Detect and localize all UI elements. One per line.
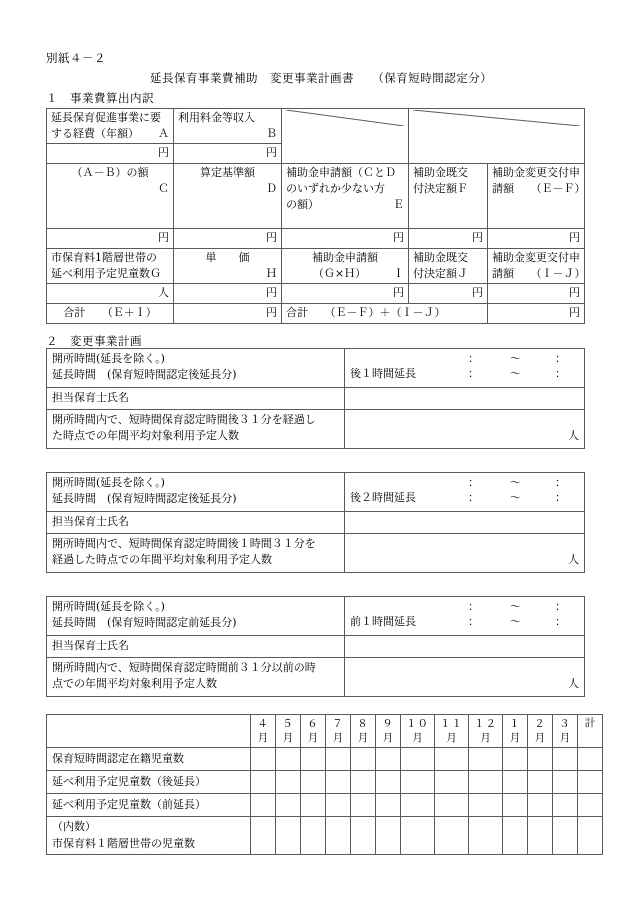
cell-unit-d[interactable]: 円 <box>174 229 282 249</box>
open-colon-start-1: ： <box>468 352 479 365</box>
avg-count-line2-1: た時点での年間平均対象利用予定人数 <box>52 428 239 442</box>
cell-after-4[interactable] <box>251 771 276 794</box>
cell-granted-j-label[interactable] <box>409 249 488 284</box>
ext-colon-start-2: ： <box>468 491 479 504</box>
cell-after-9[interactable] <box>376 771 401 794</box>
cell-after-5[interactable] <box>276 771 301 794</box>
section-2-label: ２ 変更事業計画 <box>46 334 142 348</box>
month-header-8 <box>351 715 376 748</box>
row-label-tier1-households <box>47 817 251 855</box>
avg-count-line1-3: 開所時間内で、短時間保育認定時間前３１分以前の時 <box>52 661 316 674</box>
cell-before-8[interactable] <box>351 794 376 817</box>
month-number-2: ２ <box>534 718 546 730</box>
avg-count-unit-3: 人 <box>568 676 579 690</box>
extension-plan-table-3 <box>46 596 585 697</box>
standard-amount-text: 算定基準額 <box>200 166 255 179</box>
row-label-after-extension: 延べ利用予定児童数（後延長） <box>47 771 251 794</box>
cell-unit-i[interactable]: 円 <box>282 284 409 304</box>
cell-tier1-7[interactable] <box>326 817 351 855</box>
open-hours-label-3: 開所時間(延長を除く。) <box>52 600 165 613</box>
cell-unit-j[interactable]: 円 <box>409 284 488 304</box>
cell-tier1-total[interactable] <box>578 817 603 855</box>
ext-colon-start-1: ： <box>468 367 479 380</box>
amount-c-text: （Ａ－Ｂ）の額 <box>71 166 149 179</box>
cell-enrolled-9[interactable] <box>376 748 401 771</box>
extension-kind-3: 前１時間延長 <box>350 615 416 628</box>
cell-expense-label[interactable] <box>47 109 174 144</box>
change-ef-line1: 補助金変更交付申 <box>492 166 580 179</box>
children-g-line1: 市保育料1階層世帯の <box>51 251 157 264</box>
cell-staff-value-1[interactable] <box>345 388 585 410</box>
table-row <box>47 284 585 304</box>
month-table-corner <box>47 715 251 748</box>
table-row <box>47 388 585 410</box>
cell-before-9[interactable] <box>376 794 401 817</box>
cell-amount-c-label[interactable] <box>47 164 174 229</box>
table-row <box>47 109 585 144</box>
cell-income-unit[interactable]: 円 <box>174 144 282 164</box>
cell-enrolled-2[interactable] <box>528 748 553 771</box>
cell-unit-ij[interactable]: 円 <box>488 284 585 304</box>
month-suffix-7: 月 <box>332 732 344 745</box>
avg-count-line2-3: 点での年間平均対象利用予定人数 <box>52 676 217 690</box>
open-hours-time-row-2 <box>350 475 579 490</box>
cell-tier1-11[interactable] <box>435 817 469 855</box>
cell-before-10[interactable] <box>401 794 435 817</box>
month-number-9: ９ <box>382 718 394 730</box>
month-header-4 <box>251 715 276 748</box>
cell-subsidy-request-i-label[interactable] <box>282 249 409 284</box>
cell-tier1-6[interactable] <box>301 817 326 855</box>
cell-staff-value-3[interactable] <box>345 636 585 658</box>
cell-before-total[interactable] <box>578 794 603 817</box>
avg-count-line1-2: 開所時間内で、短時間保育認定時間後１時間３１分を <box>52 537 316 550</box>
open-colon-end-3: ： <box>555 600 566 613</box>
extension-time-row-3 <box>350 614 579 629</box>
cell-change-request-ef-label[interactable] <box>488 164 585 229</box>
extension-kind-1: 後１時間延長 <box>350 367 416 380</box>
cell-hours-labels-1 <box>47 349 345 388</box>
subsidy-e-line3 <box>286 197 404 213</box>
table-row <box>47 658 585 697</box>
extension-time-row-1 <box>350 366 579 381</box>
cell-income-label[interactable] <box>174 109 282 144</box>
subsidy-i-symbol: Ｉ <box>393 266 404 280</box>
granted-j-line2: 付決定額Ｊ <box>413 266 468 280</box>
open-hours-label-2: 開所時間(延長を除く。) <box>52 476 165 489</box>
month-number-11: １１ <box>440 718 463 730</box>
cell-before-4[interactable] <box>251 794 276 817</box>
subsidy-i-line2 <box>286 266 404 282</box>
extension-hours-label-2: 延長時間 (保育短時間認定後延長分) <box>52 491 237 505</box>
cell-after-12[interactable] <box>469 771 503 794</box>
month-suffix-12: 月 <box>480 732 491 745</box>
expense-label-text: する経費（年額） <box>51 126 139 140</box>
cell-avg-count-label-3 <box>47 658 345 697</box>
table-header-row <box>47 715 603 748</box>
avg-count-unit-1: 人 <box>568 428 579 442</box>
ext-colon-end-1: ： <box>555 367 566 380</box>
open-tilde-2: ～ <box>510 476 521 489</box>
cell-avg-count-value-3[interactable] <box>345 658 585 697</box>
cell-unit-price-h-label[interactable] <box>174 249 282 284</box>
month-suffix-5: 月 <box>282 732 294 745</box>
cell-before-1[interactable] <box>503 794 528 817</box>
cell-unit-g[interactable]: 人 <box>47 284 174 304</box>
ext-tilde-3: ～ <box>510 615 521 628</box>
avg-count-line1-1: 開所時間内で、短時間保育認定時間後３１分を経過し <box>52 413 316 426</box>
table-row <box>47 512 585 534</box>
cell-after-6[interactable] <box>301 771 326 794</box>
cell-avg-count-label-2 <box>47 534 345 573</box>
cell-avg-count-value-1[interactable] <box>345 410 585 449</box>
cell-staff-label-3: 担当保育士氏名 <box>47 636 345 658</box>
avg-count-line2-2: 経過した時点での年間平均対象利用予定人数 <box>52 552 272 566</box>
cell-after-8[interactable] <box>351 771 376 794</box>
table-row <box>47 597 585 636</box>
cell-after-11[interactable] <box>435 771 469 794</box>
expense-label-line2 <box>51 126 169 142</box>
subsidy-e-symbol: Ｅ <box>393 197 404 211</box>
month-number-12: １２ <box>474 718 497 730</box>
cell-enrolled-5[interactable] <box>276 748 301 771</box>
cell-enrolled-1[interactable] <box>503 748 528 771</box>
cell-total-ei-value[interactable]: 円 <box>174 304 282 324</box>
cell-after-3[interactable] <box>553 771 578 794</box>
cell-staff-value-2[interactable] <box>345 512 585 534</box>
cell-tier1-9[interactable] <box>376 817 401 855</box>
cell-tier1-4[interactable] <box>251 817 276 855</box>
tier1-label-line1: （内数） <box>52 820 96 834</box>
expense-label-line1: 延長保育促進事業に要 <box>51 111 161 124</box>
subsidy-i-line1: 補助金申請額 <box>312 251 378 264</box>
cell-before-7[interactable] <box>326 794 351 817</box>
cell-struck-out-left <box>282 109 409 164</box>
month-number-4: ４ <box>257 718 269 730</box>
subsidy-e-line3-text: の額） <box>286 197 319 211</box>
ext-colon-end-2: ： <box>555 491 566 504</box>
cell-unit-c[interactable]: 円 <box>47 229 174 249</box>
month-suffix-1: 月 <box>509 732 521 745</box>
page-title: 延長保育事業費補助 変更事業計画書 （保育短時間認定分） <box>150 71 493 85</box>
cell-change-request-ij-label[interactable] <box>488 249 585 284</box>
cell-enrolled-7[interactable] <box>326 748 351 771</box>
month-header-10 <box>401 715 435 748</box>
open-hours-time-row-1 <box>350 351 579 366</box>
income-label-line1: 利用料金等収入 <box>178 111 255 124</box>
row-label-enrolled-children: 保育短時間認定在籍児童数 <box>47 748 251 771</box>
cell-tier1-2[interactable] <box>528 817 553 855</box>
cell-unit-f[interactable]: 円 <box>409 229 488 249</box>
cell-staff-label-2: 担当保育士氏名 <box>47 512 345 534</box>
table-row <box>47 473 585 512</box>
extension-time-row-2 <box>350 490 579 505</box>
table-row <box>47 229 585 249</box>
month-suffix-3: 月 <box>559 732 571 745</box>
table-row <box>47 349 585 388</box>
cell-before-12[interactable] <box>469 794 503 817</box>
cell-before-2[interactable] <box>528 794 553 817</box>
granted-f-line1: 補助金既交 <box>413 166 468 179</box>
open-colon-end-1: ： <box>555 352 566 365</box>
ext-tilde-2: ～ <box>510 491 521 504</box>
cell-subsidy-request-e-label[interactable] <box>282 164 409 229</box>
cell-tier1-12[interactable] <box>469 817 503 855</box>
open-tilde-1: ～ <box>510 352 521 365</box>
ext-colon-end-3: ： <box>555 615 566 628</box>
month-suffix-8: 月 <box>357 732 369 745</box>
cell-unit-h[interactable]: 円 <box>174 284 282 304</box>
month-header-11 <box>435 715 469 748</box>
month-number-1: １ <box>509 718 521 730</box>
cell-enrolled-10[interactable] <box>401 748 435 771</box>
table-row <box>47 534 585 573</box>
income-symbol-b: Ｂ <box>266 126 277 140</box>
month-number-6: ６ <box>307 718 319 730</box>
month-suffix-2: 月 <box>534 732 546 745</box>
month-header-6 <box>301 715 326 748</box>
cell-after-1[interactable] <box>503 771 528 794</box>
section-1-label: １ 事業費算出内訳 <box>46 91 154 105</box>
open-hours-time-row-3 <box>350 599 579 614</box>
change-ef-line2: 請額 （Ｅ－Ｆ） <box>492 181 586 195</box>
cell-enrolled-8[interactable] <box>351 748 376 771</box>
row-label-before-extension: 延べ利用予定児童数（前延長） <box>47 794 251 817</box>
cell-unit-ef[interactable]: 円 <box>488 229 585 249</box>
cell-enrolled-4[interactable] <box>251 748 276 771</box>
extension-plan-table-1 <box>46 348 585 449</box>
month-number-10: １０ <box>406 718 429 730</box>
change-ij-line1: 補助金変更交付申 <box>492 251 580 264</box>
cell-children-g-label[interactable] <box>47 249 174 284</box>
extension-kind-2: 後２時間延長 <box>350 491 416 504</box>
cell-total-ei-label: 合計 （Ｅ＋Ｉ） <box>47 304 174 324</box>
month-number-7: ７ <box>332 718 344 730</box>
month-header-9 <box>376 715 401 748</box>
cell-avg-count-value-2[interactable] <box>345 534 585 573</box>
cell-before-3[interactable] <box>553 794 578 817</box>
month-number-5: ５ <box>282 718 294 730</box>
ext-tilde-1: ～ <box>510 367 521 380</box>
cell-tier1-1[interactable] <box>503 817 528 855</box>
standard-amount-symbol: Ｄ <box>266 181 277 195</box>
subsidy-i-formula: （Ｇ×Ｈ） <box>312 266 367 280</box>
amount-c-symbol: Ｃ <box>158 181 169 195</box>
cell-hours-values-1[interactable] <box>345 349 585 388</box>
cost-breakdown-table <box>46 108 585 324</box>
month-suffix-9: 月 <box>382 732 394 745</box>
change-ij-line2: 請額 （Ｉ－Ｊ） <box>492 266 586 280</box>
cell-expense-unit[interactable]: 円 <box>47 144 174 164</box>
extension-hours-label-3: 延長時間 (保育短時間認定前延長分) <box>52 615 237 629</box>
unit-price-symbol: Ｈ <box>266 266 277 280</box>
extension-plan-table-2 <box>46 472 585 573</box>
table-row <box>47 249 585 284</box>
form-number: 別紙４－２ <box>46 51 106 65</box>
open-colon-start-3: ： <box>468 600 479 613</box>
cell-tier1-10[interactable] <box>401 817 435 855</box>
cell-hours-labels-2 <box>47 473 345 512</box>
month-header-1 <box>503 715 528 748</box>
expense-symbol-a: Ａ <box>158 126 169 140</box>
cell-hours-values-2[interactable] <box>345 473 585 512</box>
cell-standard-amount-label[interactable] <box>174 164 282 229</box>
cell-before-6[interactable] <box>301 794 326 817</box>
cell-tier1-5[interactable] <box>276 817 301 855</box>
cell-granted-f-label[interactable] <box>409 164 488 229</box>
cell-after-7[interactable] <box>326 771 351 794</box>
avg-count-unit-2: 人 <box>568 552 579 566</box>
month-header-7 <box>326 715 351 748</box>
total-column-header: 計 <box>578 715 603 748</box>
monthly-children-table <box>46 714 603 855</box>
month-number-8: ８ <box>357 718 369 730</box>
table-row <box>47 636 585 658</box>
month-suffix-4: 月 <box>257 732 269 745</box>
tier1-label-line2: 市保育料１階層世帯の児童数 <box>52 836 195 850</box>
cell-total-ef-ij-label: 合計 （Ｅ－Ｆ）＋（Ｉ－Ｊ） <box>282 304 488 324</box>
month-header-3 <box>553 715 578 748</box>
cell-hours-labels-3 <box>47 597 345 636</box>
month-number-3: ３ <box>559 718 571 730</box>
cell-enrolled-11[interactable] <box>435 748 469 771</box>
ext-colon-start-3: ： <box>468 615 479 628</box>
subsidy-e-line2: のいずれか少ない方 <box>286 181 385 195</box>
month-suffix-6: 月 <box>307 732 319 745</box>
granted-j-line1: 補助金既交 <box>413 251 468 264</box>
cell-before-11[interactable] <box>435 794 469 817</box>
table-row <box>47 410 585 449</box>
cell-total-ef-ij-value[interactable]: 円 <box>488 304 585 324</box>
cell-avg-count-label-1 <box>47 410 345 449</box>
granted-f-line2: 付決定額Ｆ <box>413 181 468 195</box>
month-suffix-10: 月 <box>412 732 423 745</box>
subsidy-e-line1: 補助金申請額（ＣとＤ <box>286 166 396 179</box>
cell-enrolled-total[interactable] <box>578 748 603 771</box>
open-hours-label-1: 開所時間(延長を除く。) <box>52 352 165 365</box>
cell-enrolled-3[interactable] <box>553 748 578 771</box>
month-suffix-11: 月 <box>446 732 457 745</box>
cell-after-2[interactable] <box>528 771 553 794</box>
extension-hours-label-1: 延長時間 (保育短時間認定後延長分) <box>52 367 237 381</box>
table-row <box>47 794 603 817</box>
cell-enrolled-6[interactable] <box>301 748 326 771</box>
open-colon-end-2: ： <box>555 476 566 489</box>
open-colon-start-2: ： <box>468 476 479 489</box>
table-row <box>47 304 585 324</box>
cell-struck-out-right <box>409 109 585 164</box>
cell-unit-e[interactable]: 円 <box>282 229 409 249</box>
table-row <box>47 748 603 771</box>
table-row <box>47 817 603 855</box>
table-row <box>47 164 585 229</box>
cell-enrolled-12[interactable] <box>469 748 503 771</box>
cell-before-5[interactable] <box>276 794 301 817</box>
month-header-5 <box>276 715 301 748</box>
cell-after-total[interactable] <box>578 771 603 794</box>
children-g-line2: 延べ利用予定児童数Ｇ <box>51 266 161 280</box>
month-header-2 <box>528 715 553 748</box>
cell-hours-values-3[interactable] <box>345 597 585 636</box>
cell-staff-label-1: 担当保育士氏名 <box>47 388 345 410</box>
month-header-12 <box>469 715 503 748</box>
unit-price-text: 単 価 <box>205 251 250 264</box>
open-tilde-3: ～ <box>510 600 521 613</box>
cell-tier1-3[interactable] <box>553 817 578 855</box>
cell-after-10[interactable] <box>401 771 435 794</box>
cell-tier1-8[interactable] <box>351 817 376 855</box>
table-row <box>47 771 603 794</box>
